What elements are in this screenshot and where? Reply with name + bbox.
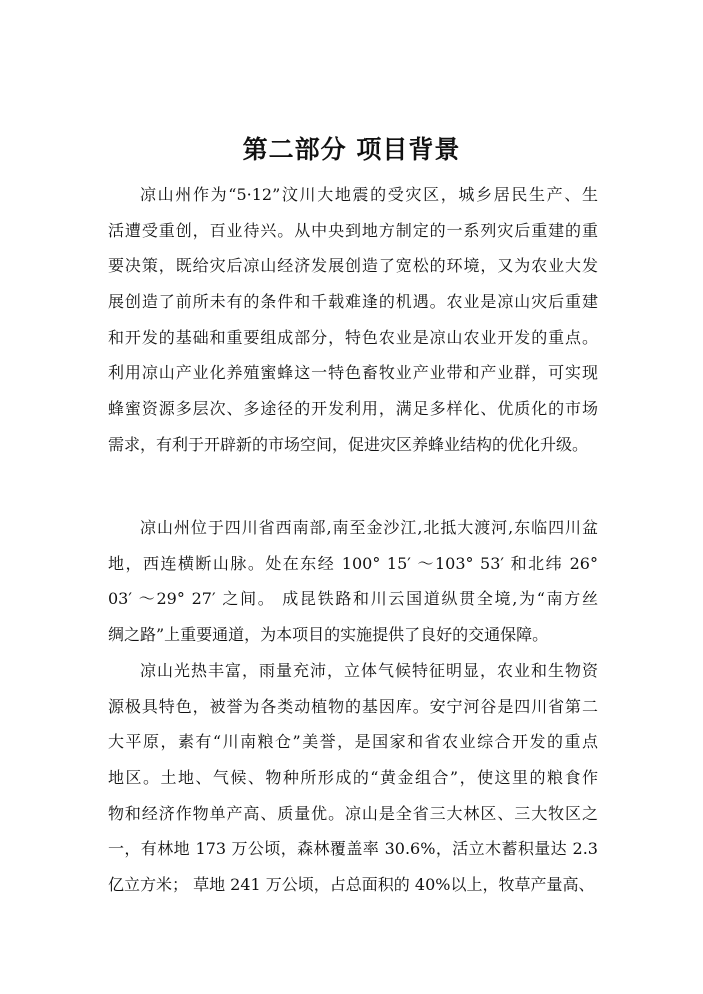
text-line: 活遭受重创，百业待兴。从中央到地方制定的一系列灾后重建的重 [108,220,598,240]
text-line: 地，西连横断山脉。处在东经 100° 15′ ～103° 53′ 和北纬 26° [108,553,598,573]
text-line: 凉山州位于四川省西南部,南至金沙江,北抵大渡河,东临四川盆 [140,518,598,537]
text-line: 大平原，素有“川南粮仓”美誉，是国家和省农业综合开发的重点 [108,732,598,752]
text-line: 展创造了前所未有的条件和千载难逢的机遇。农业是凉山灾后重建 [108,292,598,312]
text-line: 地区。土地、气候、物种所形成的“黄金组合”，使这里的粮食作 [108,768,598,788]
text-line: 绸之路”上重要通道，为本项目的实施提供了良好的交通保障。 [108,625,549,645]
text-line: 蜂蜜资源多层次、多途径的开发利用，满足多样化、优质化的市场 [108,399,598,419]
paragraph-earthquake-background [108,177,598,463]
paragraph-resources [108,653,598,903]
document-title: 第二部分 项目背景 [242,135,461,164]
text-line: 凉山州作为“5·12”汶川大地震的受灾区，城乡居民生产、生 [140,185,598,204]
text-line: 利用凉山产业化养殖蜜蜂这一特色畜牧业产业带和产业群，可实现 [108,363,598,383]
paragraph-geography [108,510,598,653]
text-line: 03′ ～29° 27′ 之间。 成昆铁路和川云国道纵贯全境,为“南方丝 [108,589,598,609]
text-line: 物和经济作物单产高、质量优。凉山是全省三大林区、三大牧区之 [108,803,598,823]
text-line: 亿立方米； 草地 241 万公顷，占总面积的 40%以上，牧草产量高、 [108,875,595,895]
text-line: 凉山光热丰富，雨量充沛，立体气候特征明显，农业和生物资 [140,661,598,680]
text-line: 和开发的基础和重要组成部分，特色农业是凉山农业开发的重点。 [108,327,598,347]
text-line: 一，有林地 173 万公顷，森林覆盖率 30.6%，活立木蓄积量达 2.3 [108,839,598,859]
text-line: 需求，有利于开辟新的市场空间，促进灾区养蜂业结构的优化升级。 [108,434,589,454]
text-line: 要决策，既给灾后凉山经济发展创造了宽松的环境，又为农业大发 [108,256,598,276]
text-line: 源极具特色，被誉为各类动植物的基因库。安宁河谷是四川省第二 [108,696,598,716]
